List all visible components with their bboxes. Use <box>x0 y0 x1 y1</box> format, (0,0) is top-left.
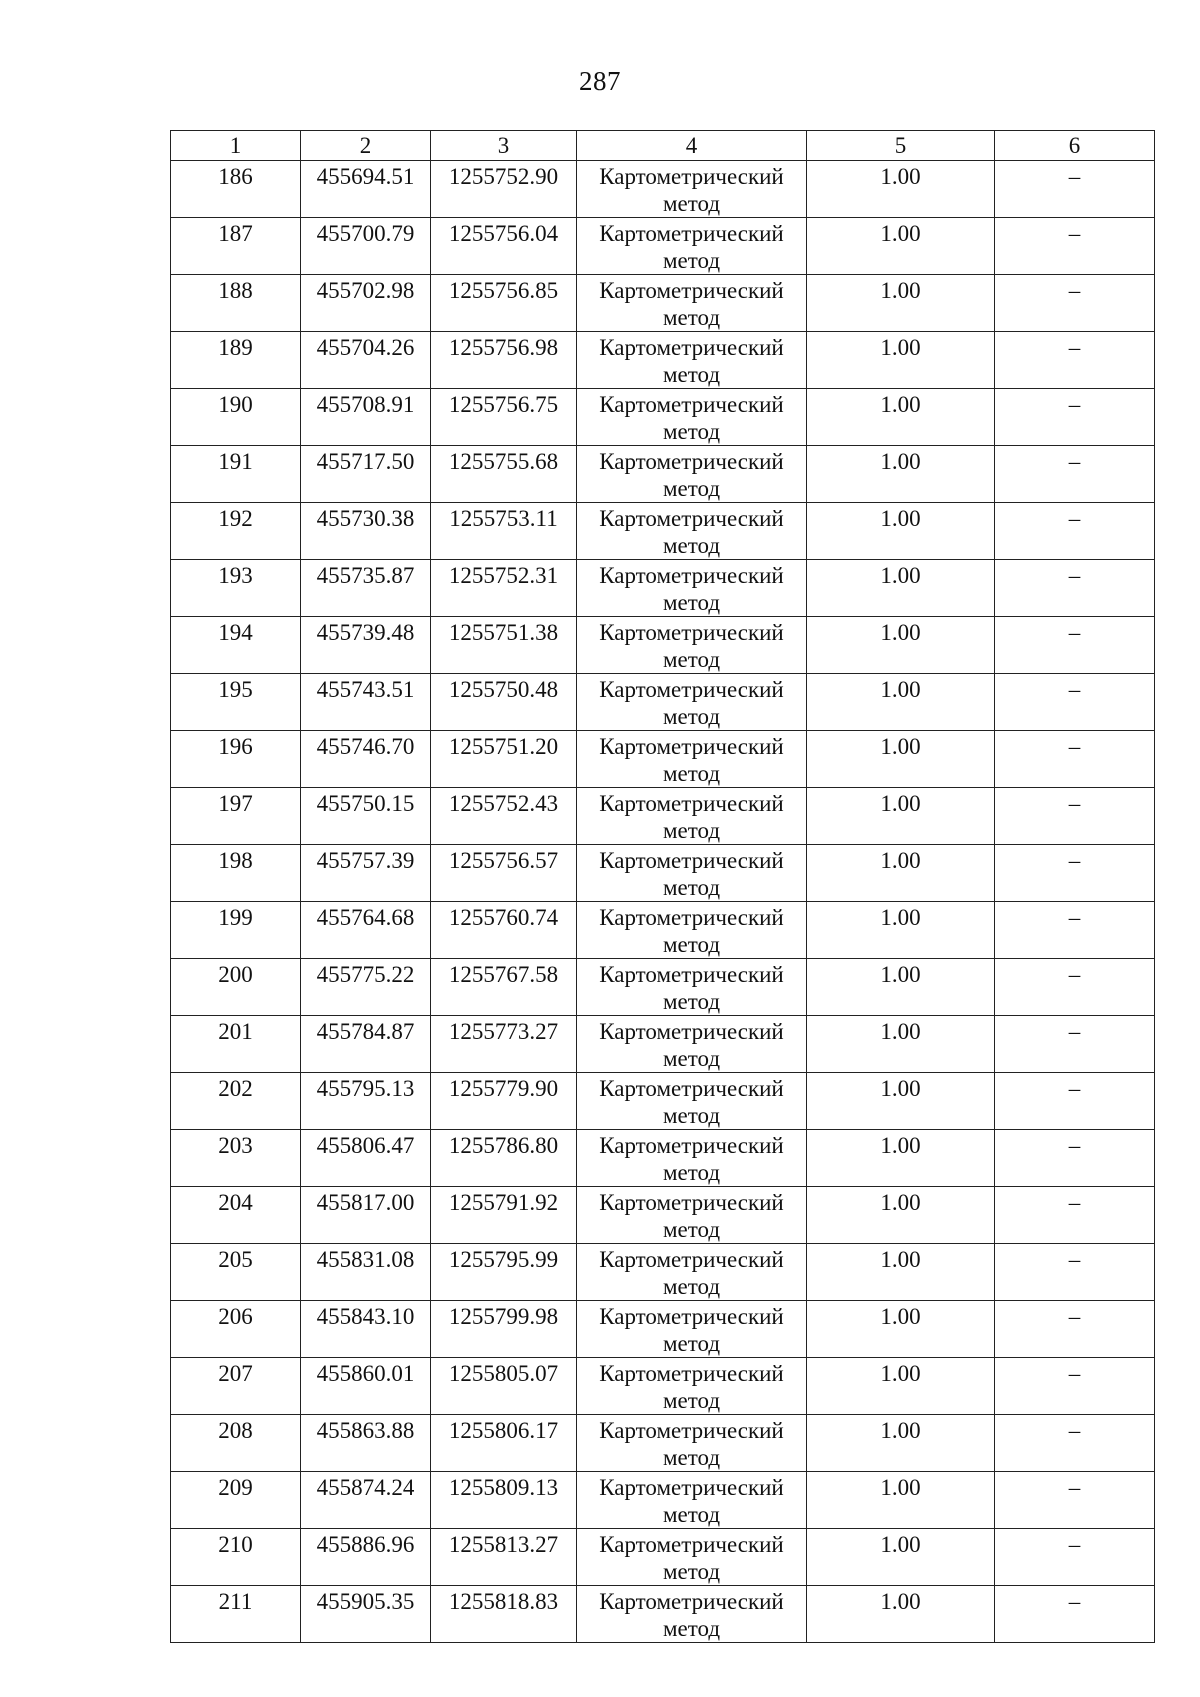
point-number-cell: 193 <box>171 560 301 617</box>
note-cell: – <box>995 1529 1155 1586</box>
table-row <box>171 275 1155 332</box>
accuracy-cell: 1.00 <box>807 1130 995 1187</box>
method-line-2: метод <box>662 1331 721 1356</box>
point-number-cell: 209 <box>171 1472 301 1529</box>
table-row <box>171 1130 1155 1187</box>
method-line-2: метод <box>662 305 721 330</box>
accuracy-cell: 1.00 <box>807 332 995 389</box>
note-cell: – <box>995 1415 1155 1472</box>
method-line-2: метод <box>662 362 721 387</box>
y-coordinate-cell: 1255809.13 <box>431 1472 577 1529</box>
method-cell <box>577 1529 807 1586</box>
method-cell <box>577 1358 807 1415</box>
method-cell <box>577 788 807 845</box>
y-coordinate-cell: 1255760.74 <box>431 902 577 959</box>
point-number-cell: 201 <box>171 1016 301 1073</box>
table-row <box>171 503 1155 560</box>
method-line-1: Картометрический <box>599 791 784 816</box>
x-coordinate-cell: 455700.79 <box>301 218 431 275</box>
table-row <box>171 1472 1155 1529</box>
point-number-cell: 188 <box>171 275 301 332</box>
method-cell <box>577 1586 807 1643</box>
point-number-cell: 187 <box>171 218 301 275</box>
method-line-2: метод <box>662 1445 721 1470</box>
method-line-1: Картометрический <box>599 1475 784 1500</box>
table-row <box>171 332 1155 389</box>
point-number-cell: 202 <box>171 1073 301 1130</box>
x-coordinate-cell: 455743.51 <box>301 674 431 731</box>
table-row <box>171 1073 1155 1130</box>
method-cell <box>577 1301 807 1358</box>
y-coordinate-cell: 1255751.38 <box>431 617 577 674</box>
accuracy-cell: 1.00 <box>807 503 995 560</box>
method-cell <box>577 1073 807 1130</box>
point-number-cell: 197 <box>171 788 301 845</box>
point-number-cell: 186 <box>171 161 301 218</box>
y-coordinate-cell: 1255756.75 <box>431 389 577 446</box>
method-cell <box>577 389 807 446</box>
table-row <box>171 560 1155 617</box>
column-header: 3 <box>431 131 577 161</box>
method-cell <box>577 1130 807 1187</box>
accuracy-cell: 1.00 <box>807 959 995 1016</box>
point-number-cell: 191 <box>171 446 301 503</box>
method-line-2: метод <box>662 818 721 843</box>
x-coordinate-cell: 455843.10 <box>301 1301 431 1358</box>
table-row <box>171 959 1155 1016</box>
x-coordinate-cell: 455730.38 <box>301 503 431 560</box>
method-cell <box>577 560 807 617</box>
method-line-2: метод <box>662 191 721 216</box>
method-line-2: метод <box>662 419 721 444</box>
table-row <box>171 845 1155 902</box>
table-row <box>171 161 1155 218</box>
table-row <box>171 218 1155 275</box>
y-coordinate-cell: 1255756.57 <box>431 845 577 902</box>
method-line-1: Картометрический <box>599 449 784 474</box>
note-cell: – <box>995 1073 1155 1130</box>
point-number-cell: 194 <box>171 617 301 674</box>
y-coordinate-cell: 1255795.99 <box>431 1244 577 1301</box>
note-cell: – <box>995 1358 1155 1415</box>
point-number-cell: 190 <box>171 389 301 446</box>
note-cell: – <box>995 332 1155 389</box>
table-row <box>171 1187 1155 1244</box>
note-cell: – <box>995 845 1155 902</box>
point-number-cell: 192 <box>171 503 301 560</box>
method-cell <box>577 902 807 959</box>
column-header: 5 <box>807 131 995 161</box>
note-cell: – <box>995 1187 1155 1244</box>
method-line-2: метод <box>662 932 721 957</box>
x-coordinate-cell: 455860.01 <box>301 1358 431 1415</box>
method-line-1: Картометрический <box>599 905 784 930</box>
y-coordinate-cell: 1255751.20 <box>431 731 577 788</box>
table-row <box>171 1301 1155 1358</box>
y-coordinate-cell: 1255756.04 <box>431 218 577 275</box>
method-line-2: метод <box>662 1388 721 1413</box>
x-coordinate-cell: 455905.35 <box>301 1586 431 1643</box>
y-coordinate-cell: 1255752.90 <box>431 161 577 218</box>
table-header-row <box>171 131 1155 161</box>
y-coordinate-cell: 1255805.07 <box>431 1358 577 1415</box>
note-cell: – <box>995 1472 1155 1529</box>
y-coordinate-cell: 1255791.92 <box>431 1187 577 1244</box>
method-cell <box>577 959 807 1016</box>
method-line-1: Картометрический <box>599 1304 784 1329</box>
column-header: 4 <box>577 131 807 161</box>
note-cell: – <box>995 731 1155 788</box>
method-line-2: метод <box>662 761 721 786</box>
accuracy-cell: 1.00 <box>807 1244 995 1301</box>
note-cell: – <box>995 617 1155 674</box>
method-line-2: метод <box>662 1616 721 1641</box>
method-line-1: Картометрический <box>599 1076 784 1101</box>
accuracy-cell: 1.00 <box>807 731 995 788</box>
method-line-1: Картометрический <box>599 1361 784 1386</box>
y-coordinate-cell: 1255806.17 <box>431 1415 577 1472</box>
method-line-1: Картометрический <box>599 848 784 873</box>
point-number-cell: 195 <box>171 674 301 731</box>
x-coordinate-cell: 455702.98 <box>301 275 431 332</box>
method-line-2: метод <box>662 1502 721 1527</box>
x-coordinate-cell: 455739.48 <box>301 617 431 674</box>
y-coordinate-cell: 1255752.31 <box>431 560 577 617</box>
table-row <box>171 1415 1155 1472</box>
accuracy-cell: 1.00 <box>807 1415 995 1472</box>
table-body <box>171 161 1155 1643</box>
point-number-cell: 196 <box>171 731 301 788</box>
note-cell: – <box>995 446 1155 503</box>
method-line-2: метод <box>662 590 721 615</box>
accuracy-cell: 1.00 <box>807 845 995 902</box>
accuracy-cell: 1.00 <box>807 161 995 218</box>
method-cell <box>577 1472 807 1529</box>
accuracy-cell: 1.00 <box>807 902 995 959</box>
method-line-2: метод <box>662 704 721 729</box>
accuracy-cell: 1.00 <box>807 389 995 446</box>
method-line-1: Картометрический <box>599 1247 784 1272</box>
note-cell: – <box>995 902 1155 959</box>
method-line-1: Картометрический <box>599 1133 784 1158</box>
x-coordinate-cell: 455750.15 <box>301 788 431 845</box>
method-line-1: Картометрический <box>599 1190 784 1215</box>
accuracy-cell: 1.00 <box>807 1016 995 1073</box>
y-coordinate-cell: 1255813.27 <box>431 1529 577 1586</box>
note-cell: – <box>995 161 1155 218</box>
method-line-1: Картометрический <box>599 164 784 189</box>
table-row <box>171 788 1155 845</box>
x-coordinate-cell: 455746.70 <box>301 731 431 788</box>
method-cell <box>577 674 807 731</box>
note-cell: – <box>995 503 1155 560</box>
y-coordinate-cell: 1255756.98 <box>431 332 577 389</box>
method-line-1: Картометрический <box>599 1418 784 1443</box>
note-cell: – <box>995 275 1155 332</box>
x-coordinate-cell: 455764.68 <box>301 902 431 959</box>
method-line-2: метод <box>662 248 721 273</box>
accuracy-cell: 1.00 <box>807 1073 995 1130</box>
method-line-2: метод <box>662 1274 721 1299</box>
method-line-2: метод <box>662 647 721 672</box>
method-line-2: метод <box>662 989 721 1014</box>
y-coordinate-cell: 1255752.43 <box>431 788 577 845</box>
coordinates-table <box>170 130 1155 1643</box>
table-row <box>171 1016 1155 1073</box>
accuracy-cell: 1.00 <box>807 674 995 731</box>
method-cell <box>577 218 807 275</box>
point-number-cell: 211 <box>171 1586 301 1643</box>
method-line-2: метод <box>662 1160 721 1185</box>
table-row <box>171 1529 1155 1586</box>
point-number-cell: 206 <box>171 1301 301 1358</box>
note-cell: – <box>995 389 1155 446</box>
note-cell: – <box>995 1301 1155 1358</box>
note-cell: – <box>995 560 1155 617</box>
method-line-1: Картометрический <box>599 677 784 702</box>
column-header: 1 <box>171 131 301 161</box>
method-line-2: метод <box>662 1103 721 1128</box>
x-coordinate-cell: 455775.22 <box>301 959 431 1016</box>
point-number-cell: 203 <box>171 1130 301 1187</box>
method-line-1: Картометрический <box>599 563 784 588</box>
method-line-2: метод <box>662 476 721 501</box>
method-line-1: Картометрический <box>599 1019 784 1044</box>
table-row <box>171 1244 1155 1301</box>
method-line-1: Картометрический <box>599 506 784 531</box>
y-coordinate-cell: 1255767.58 <box>431 959 577 1016</box>
table-row <box>171 731 1155 788</box>
method-cell <box>577 332 807 389</box>
accuracy-cell: 1.00 <box>807 788 995 845</box>
table-row <box>171 1586 1155 1643</box>
point-number-cell: 199 <box>171 902 301 959</box>
x-coordinate-cell: 455735.87 <box>301 560 431 617</box>
method-line-2: метод <box>662 1559 721 1584</box>
accuracy-cell: 1.00 <box>807 617 995 674</box>
y-coordinate-cell: 1255755.68 <box>431 446 577 503</box>
x-coordinate-cell: 455708.91 <box>301 389 431 446</box>
y-coordinate-cell: 1255786.80 <box>431 1130 577 1187</box>
accuracy-cell: 1.00 <box>807 218 995 275</box>
accuracy-cell: 1.00 <box>807 275 995 332</box>
method-line-2: метод <box>662 1046 721 1071</box>
accuracy-cell: 1.00 <box>807 560 995 617</box>
note-cell: – <box>995 218 1155 275</box>
x-coordinate-cell: 455757.39 <box>301 845 431 902</box>
method-line-1: Картометрический <box>599 1589 784 1614</box>
point-number-cell: 200 <box>171 959 301 1016</box>
x-coordinate-cell: 455831.08 <box>301 1244 431 1301</box>
x-coordinate-cell: 455806.47 <box>301 1130 431 1187</box>
x-coordinate-cell: 455817.00 <box>301 1187 431 1244</box>
x-coordinate-cell: 455795.13 <box>301 1073 431 1130</box>
method-cell <box>577 845 807 902</box>
note-cell: – <box>995 1130 1155 1187</box>
y-coordinate-cell: 1255753.11 <box>431 503 577 560</box>
table-row <box>171 902 1155 959</box>
method-cell <box>577 1244 807 1301</box>
method-line-2: метод <box>662 875 721 900</box>
method-line-1: Картометрический <box>599 620 784 645</box>
x-coordinate-cell: 455784.87 <box>301 1016 431 1073</box>
method-cell <box>577 1187 807 1244</box>
point-number-cell: 210 <box>171 1529 301 1586</box>
column-header: 2 <box>301 131 431 161</box>
x-coordinate-cell: 455717.50 <box>301 446 431 503</box>
method-cell <box>577 1415 807 1472</box>
column-header: 6 <box>995 131 1155 161</box>
method-cell <box>577 161 807 218</box>
method-line-1: Картометрический <box>599 278 784 303</box>
table-row <box>171 389 1155 446</box>
note-cell: – <box>995 674 1155 731</box>
accuracy-cell: 1.00 <box>807 1187 995 1244</box>
method-line-2: метод <box>662 533 721 558</box>
accuracy-cell: 1.00 <box>807 1301 995 1358</box>
method-line-1: Картометрический <box>599 734 784 759</box>
method-line-1: Картометрический <box>599 335 784 360</box>
y-coordinate-cell: 1255779.90 <box>431 1073 577 1130</box>
y-coordinate-cell: 1255818.83 <box>431 1586 577 1643</box>
point-number-cell: 205 <box>171 1244 301 1301</box>
method-cell <box>577 503 807 560</box>
y-coordinate-cell: 1255756.85 <box>431 275 577 332</box>
point-number-cell: 198 <box>171 845 301 902</box>
method-cell <box>577 617 807 674</box>
y-coordinate-cell: 1255799.98 <box>431 1301 577 1358</box>
note-cell: – <box>995 1586 1155 1643</box>
x-coordinate-cell: 455704.26 <box>301 332 431 389</box>
method-line-1: Картометрический <box>599 221 784 246</box>
note-cell: – <box>995 788 1155 845</box>
accuracy-cell: 1.00 <box>807 1529 995 1586</box>
table-row <box>171 617 1155 674</box>
point-number-cell: 189 <box>171 332 301 389</box>
method-line-1: Картометрический <box>599 392 784 417</box>
point-number-cell: 208 <box>171 1415 301 1472</box>
point-number-cell: 207 <box>171 1358 301 1415</box>
x-coordinate-cell: 455874.24 <box>301 1472 431 1529</box>
point-number-cell: 204 <box>171 1187 301 1244</box>
method-line-1: Картометрический <box>599 962 784 987</box>
method-line-1: Картометрический <box>599 1532 784 1557</box>
note-cell: – <box>995 1244 1155 1301</box>
method-cell <box>577 275 807 332</box>
page-number: 287 <box>579 66 621 96</box>
method-line-2: метод <box>662 1217 721 1242</box>
method-cell <box>577 446 807 503</box>
method-cell <box>577 1016 807 1073</box>
table-row <box>171 1358 1155 1415</box>
accuracy-cell: 1.00 <box>807 446 995 503</box>
y-coordinate-cell: 1255750.48 <box>431 674 577 731</box>
accuracy-cell: 1.00 <box>807 1472 995 1529</box>
method-cell <box>577 731 807 788</box>
table-row <box>171 446 1155 503</box>
accuracy-cell: 1.00 <box>807 1586 995 1643</box>
table-row <box>171 674 1155 731</box>
x-coordinate-cell: 455886.96 <box>301 1529 431 1586</box>
x-coordinate-cell: 455863.88 <box>301 1415 431 1472</box>
x-coordinate-cell: 455694.51 <box>301 161 431 218</box>
y-coordinate-cell: 1255773.27 <box>431 1016 577 1073</box>
accuracy-cell: 1.00 <box>807 1358 995 1415</box>
note-cell: – <box>995 959 1155 1016</box>
note-cell: – <box>995 1016 1155 1073</box>
